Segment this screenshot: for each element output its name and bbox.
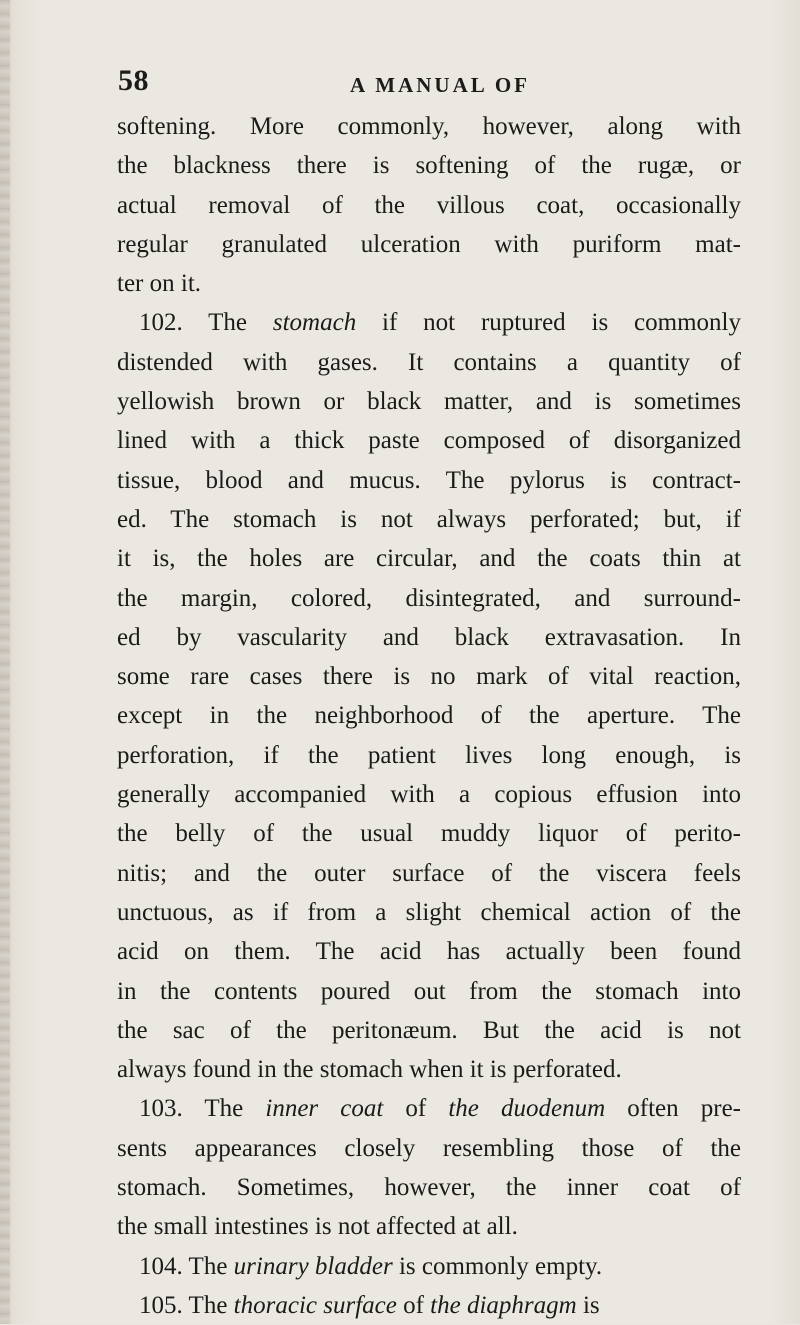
text-run: ed by vascularity and black extravasation. In: [117, 623, 741, 651]
page-spine-shadow: [0, 0, 10, 1324]
text-run: often pre-: [605, 1095, 741, 1123]
italic-term: inner coat: [265, 1095, 384, 1123]
text-run: 105. The: [139, 1291, 234, 1319]
text-run: sents appearances closely resembling those of the: [117, 1134, 741, 1162]
text-line: [117, 186, 741, 225]
text-line: [117, 972, 741, 1011]
text-run: stomach. Sometimes, however, the inner coat of: [117, 1174, 741, 1202]
body-text: [117, 107, 741, 1325]
text-line: [117, 539, 741, 578]
page-number: 58: [118, 64, 149, 97]
text-line: [117, 421, 741, 460]
text-run: the margin, colored, disintegrated, and surround-: [117, 584, 741, 612]
text-line: [117, 1168, 741, 1207]
italic-term: the duodenum: [448, 1095, 606, 1123]
text-run: distended with gases. It contains a quantity of: [117, 348, 741, 376]
text-run: generally accompanied with a copious effusion into: [117, 781, 741, 809]
paragraph: [117, 1286, 741, 1325]
text-line: [117, 814, 741, 853]
paragraph: [117, 303, 741, 1089]
text-run: 102. The: [139, 309, 273, 337]
text-run: in the contents poured out from the stomach into: [117, 977, 741, 1005]
text-run: the sac of the peritonæum. But the acid is not: [117, 1016, 741, 1044]
text-run: regular granulated ulceration with puriform mat-: [117, 230, 741, 258]
text-line: [117, 461, 741, 500]
italic-term: thoracic surface: [233, 1291, 397, 1319]
text-line: [117, 107, 741, 146]
text-line: [117, 893, 741, 932]
text-run: is: [576, 1291, 600, 1319]
text-run: ter on it.: [117, 270, 202, 298]
text-line: [117, 775, 741, 814]
text-line: [117, 1129, 741, 1168]
paragraph: [117, 1089, 741, 1246]
page-header: [118, 64, 738, 104]
text-line: [117, 1089, 741, 1128]
text-run: lined with a thick paste composed of disorganized: [117, 427, 741, 455]
text-run: is commonly empty.: [392, 1252, 603, 1280]
paragraph: [117, 107, 741, 303]
text-run: actual removal of the villous coat, occasionally: [117, 191, 741, 219]
text-run: of: [396, 1291, 431, 1319]
italic-term: the diaphragm: [430, 1291, 577, 1319]
text-line: [117, 579, 741, 618]
text-run: softening. More commonly, however, along with: [117, 113, 741, 140]
text-run: ed. The stomach is not always perforated; but, if: [117, 505, 741, 533]
text-line: [117, 618, 741, 657]
text-line: [117, 1050, 741, 1089]
text-line: [117, 1286, 741, 1325]
paragraph: [117, 1247, 741, 1286]
text-run: the belly of the usual muddy liquor of perito-: [117, 820, 741, 848]
text-run: acid on them. The acid has actually been found: [117, 938, 741, 966]
text-line: [117, 1247, 741, 1286]
text-line: [117, 932, 741, 971]
running-head: A MANUAL OF: [350, 73, 530, 97]
text-line: [117, 146, 741, 185]
text-run: 103. The: [139, 1095, 266, 1123]
text-run: perforation, if the patient lives long enough, is: [117, 741, 741, 769]
text-line: [117, 696, 741, 735]
text-line: [117, 1207, 741, 1246]
text-run: the blackness there is softening of the rugæ, or: [117, 152, 741, 180]
text-run: the small intestines is not affected at all.: [117, 1213, 518, 1241]
text-run: except in the neighborhood of the aperture. The: [117, 702, 741, 730]
text-run: 104. The: [139, 1252, 234, 1280]
text-run: some rare cases there is no mark of vital reaction,: [117, 663, 741, 691]
italic-term: urinary bladder: [233, 1252, 393, 1280]
text-run: if not ruptured is commonly: [356, 309, 741, 337]
text-line: [117, 382, 741, 421]
text-run: unctuous, as if from a slight chemical action of the: [117, 898, 741, 926]
text-line: [117, 343, 741, 382]
text-run: of: [383, 1095, 449, 1123]
text-line: [117, 854, 741, 893]
text-line: [117, 1011, 741, 1050]
text-run: always found in the stomach when it is perforated.: [117, 1056, 622, 1084]
text-run: yellowish brown or black matter, and is sometimes: [117, 388, 741, 416]
italic-term: stomach: [272, 309, 357, 337]
text-line: [117, 225, 741, 264]
text-line: [117, 500, 741, 539]
text-line: [117, 264, 741, 303]
text-run: nitis; and the outer surface of the viscera feels: [117, 859, 741, 887]
text-line: [117, 303, 741, 342]
text-line: [117, 657, 741, 696]
text-run: tissue, blood and mucus. The pylorus is contract-: [117, 466, 741, 494]
text-line: [117, 736, 741, 775]
text-run: it is, the holes are circular, and the coats thin at: [117, 545, 741, 573]
